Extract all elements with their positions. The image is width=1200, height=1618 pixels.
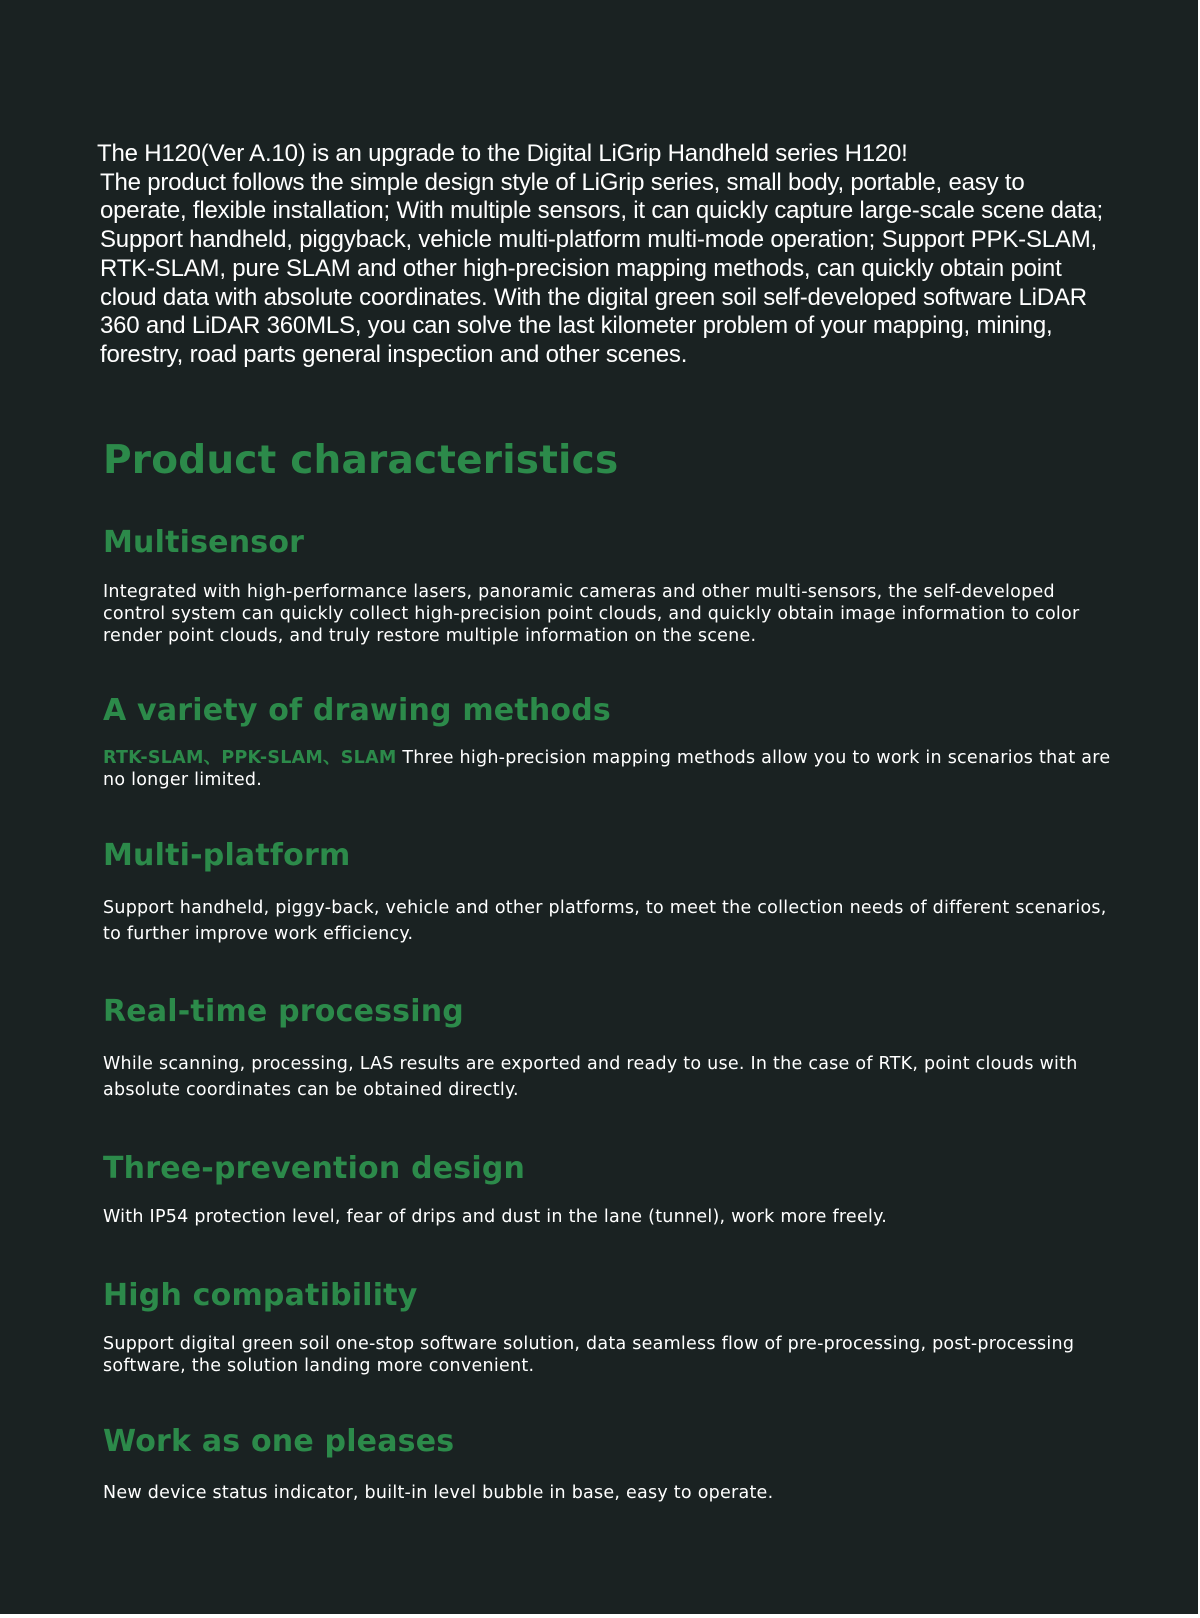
feature-text-three-prevention: With IP54 protection level, fear of drips and dust in the lane (tunnel), work more freely. — [103, 1207, 888, 1227]
intro-lead: The H120(Ver A.10) is an upgrade to the Digital LiGrip Handheld series H120! — [97, 140, 908, 167]
feature-title-drawing-methods: A variety of drawing methods — [103, 693, 611, 728]
feature-text-real-time: While scanning, processing, LAS results are exported and ready to use. In the case of RTK, point clouds with absolute coordinates can be obtained directly. — [103, 1054, 1078, 1100]
feature-text-drawing-methods — [103, 747, 1113, 791]
section-heading: Product characteristics — [103, 438, 619, 483]
mapping-methods-highlight: RTK-SLAM、PPK-SLAM、SLAM — [103, 748, 397, 768]
intro-body: The product follows the simple design style of LiGrip series, small body, portable, easy to operate, flexible installation; With multiple sensors, it can quickly capture large-scale scene data; Support handheld, piggyback, vehicle multi-platform multi-mode operation; Support PPK-SLAM, RTK-SLAM, pure SLAM and other high-precision mapping methods, can quickly obtain point cloud data with absolute coordinates. With the digital green soil self-developed software LiDAR 360 and LiDAR 360MLS, you can solve the last kilometer problem of your mapping, mining, forestry, road parts general inspection and other scenes. — [100, 168, 1103, 368]
feature-text-multisensor: Integrated with high-performance lasers, panoramic cameras and other multi-sensors, the self-developed control system can quickly collect high-precision point clouds, and quickly obtain image information to color render point clouds, and truly restore multiple information on the scene. — [103, 582, 1080, 646]
feature-title-multisensor: Multisensor — [103, 525, 305, 560]
feature-text-work-as-one-pleases: New device status indicator, built-in level bubble in base, easy to operate. — [103, 1483, 774, 1503]
intro-paragraph — [97, 140, 1110, 370]
feature-text-compatibility: Support digital green soil one-stop software solution, data seamless flow of pre-processing, post-processing software, the solution landing more convenient. — [103, 1334, 1075, 1376]
feature-title-multi-platform: Multi-platform — [103, 838, 351, 873]
feature-title-three-prevention: Three-prevention design — [103, 1151, 526, 1186]
feature-title-compatibility: High compatibility — [103, 1278, 418, 1313]
feature-text-multi-platform: Support handheld, piggy-back, vehicle and other platforms, to meet the collection needs of different scenarios, to further improve work efficiency. — [103, 898, 1107, 944]
feature-title-real-time: Real-time processing — [103, 994, 464, 1029]
feature-title-work-as-one-pleases: Work as one pleases — [103, 1424, 455, 1459]
mapping-methods-text: Three high-precision mapping methods allow you to work in scenarios that are no longer limited. — [103, 748, 1111, 790]
